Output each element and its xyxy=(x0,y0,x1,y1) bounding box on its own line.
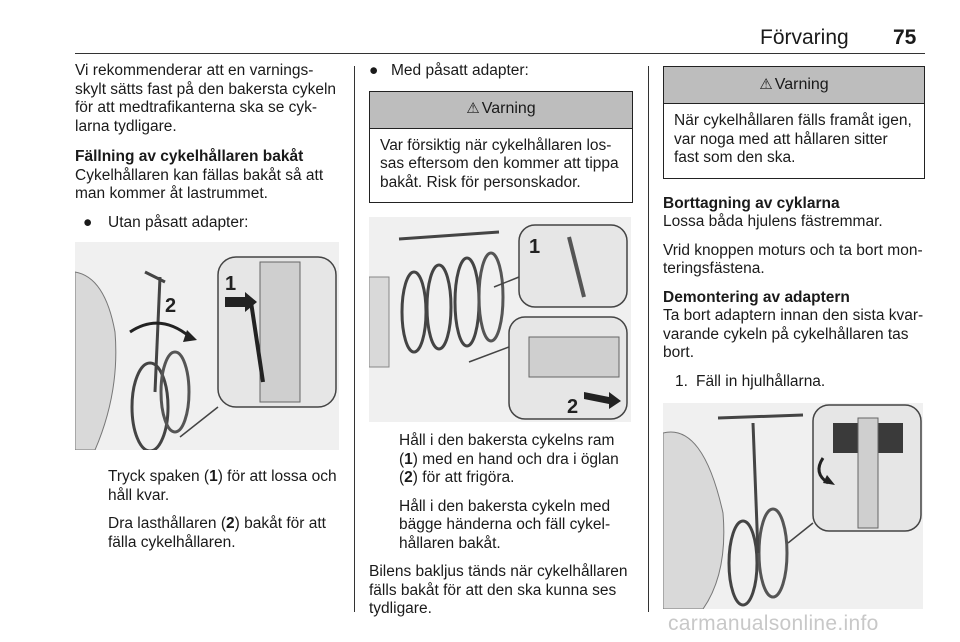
warning-box-1 xyxy=(369,91,633,204)
warning-text: När cykelhållaren fälls framåt igen, var noga med att hållaren sitter fast som den ska. xyxy=(674,112,912,166)
figure-label-1: 1 xyxy=(529,236,541,258)
heading-remove-bikes: Borttagning av cyklarna xyxy=(663,194,840,212)
step1-text-a: Håll i den bakersta cykelns ram ( xyxy=(399,432,615,468)
illustration-with-adapter xyxy=(369,217,631,422)
text-loosen-straps: Lossa båda hjulens fästremmar. xyxy=(663,213,883,230)
heading-dismount-adapter: Demontering av adaptern xyxy=(663,288,850,306)
bullet-dot: ● xyxy=(83,213,93,231)
warning-title: Varning xyxy=(774,75,829,93)
figure-label-2: 2 xyxy=(165,295,177,317)
step-fold-carrier: Håll i den bakersta cykeln med bägge händerna och fäll cykel-hållaren bakåt. xyxy=(399,497,611,552)
step1-text-c: ) för att lossa och håll kvar. xyxy=(108,468,337,504)
warning-header xyxy=(664,67,924,104)
warning-text: Var försiktig när cykelhållaren los-sas eftersom den kommer att tippa bakåt. Risk för personskador. xyxy=(380,136,619,191)
bullet-with-adapter xyxy=(369,62,633,81)
bike-carrier-illustration-2 xyxy=(369,217,631,422)
step2-text-a: Dra lasthållaren ( xyxy=(108,515,227,532)
taillight-note: Bilens bakljus tänds när cykelhållaren fälls bakåt för att den ska kunna ses tydligare. xyxy=(369,563,628,617)
step-number: 1. xyxy=(675,372,688,390)
column-separator-1 xyxy=(354,66,355,612)
bike-carrier-illustration-1 xyxy=(75,242,339,450)
warning-title: Varning xyxy=(481,100,536,118)
illustration-without-adapter xyxy=(75,242,339,450)
intro-paragraph: Vi rekommenderar att en varnings-skylt sätts fast på den bakersta cykeln för att medtrafikanterna ska se cyk-larna tydligare. xyxy=(75,62,337,135)
step-text: Fäll in hjulhållarna. xyxy=(696,372,826,390)
step1-ref-1: 1 xyxy=(404,450,413,468)
column-1 xyxy=(75,62,343,562)
warning-icon: ⚠ xyxy=(759,75,773,93)
bullet-without-adapter xyxy=(75,214,343,233)
page-header-title: Förvaring xyxy=(760,26,849,49)
text-turn-knob: Vrid knoppen moturs och ta bort mon-teringsfästena. xyxy=(663,241,923,277)
step-hold-frame xyxy=(369,432,633,488)
text-remove-adapter: Ta bort adaptern innan den sista kvar-varande cykeln på cykelhållaren tas bort. xyxy=(663,307,924,361)
header-rule xyxy=(75,53,925,54)
column-3 xyxy=(663,66,925,609)
step2-ref-2: 2 xyxy=(226,515,235,532)
warning-box-2 xyxy=(663,66,925,179)
step1-ref-2: 2 xyxy=(404,469,413,486)
section-heading: Fällning av cykelhållaren bakåt xyxy=(75,148,304,165)
step-pull-carrier xyxy=(75,515,343,552)
step1-ref-1: 1 xyxy=(209,468,218,485)
column-2 xyxy=(369,62,633,629)
step2-text-c: ) bakåt för att fälla cykelhållaren. xyxy=(108,515,326,551)
section-paragraph: Cykelhållaren kan fällas bakåt så att man kommer åt lastrummet. xyxy=(75,166,324,202)
illustration-fold-wheel-holders xyxy=(663,403,923,609)
step1-text-c: ) med en hand och dra i öglan ( xyxy=(399,450,619,486)
bullet-label: Utan påsatt adapter: xyxy=(108,213,249,231)
step1-text-e: ) för att frigöra. xyxy=(412,469,515,486)
step-fold-wheel-holders xyxy=(663,373,925,392)
step1-text-a: Tryck spaken ( xyxy=(108,468,210,485)
column-separator-2 xyxy=(648,66,649,612)
bullet-dot: ● xyxy=(369,62,379,79)
bike-carrier-illustration-3 xyxy=(663,403,923,609)
figure-label-2: 2 xyxy=(567,396,579,418)
footer-watermark: carmanualsonline.info xyxy=(668,612,879,635)
warning-icon: ⚠ xyxy=(466,100,480,118)
page-number: 75 xyxy=(893,26,917,49)
warning-header xyxy=(370,92,632,129)
figure-label-1: 1 xyxy=(225,273,237,295)
step-press-lever xyxy=(75,468,343,505)
bullet-label: Med påsatt adapter: xyxy=(391,62,529,79)
